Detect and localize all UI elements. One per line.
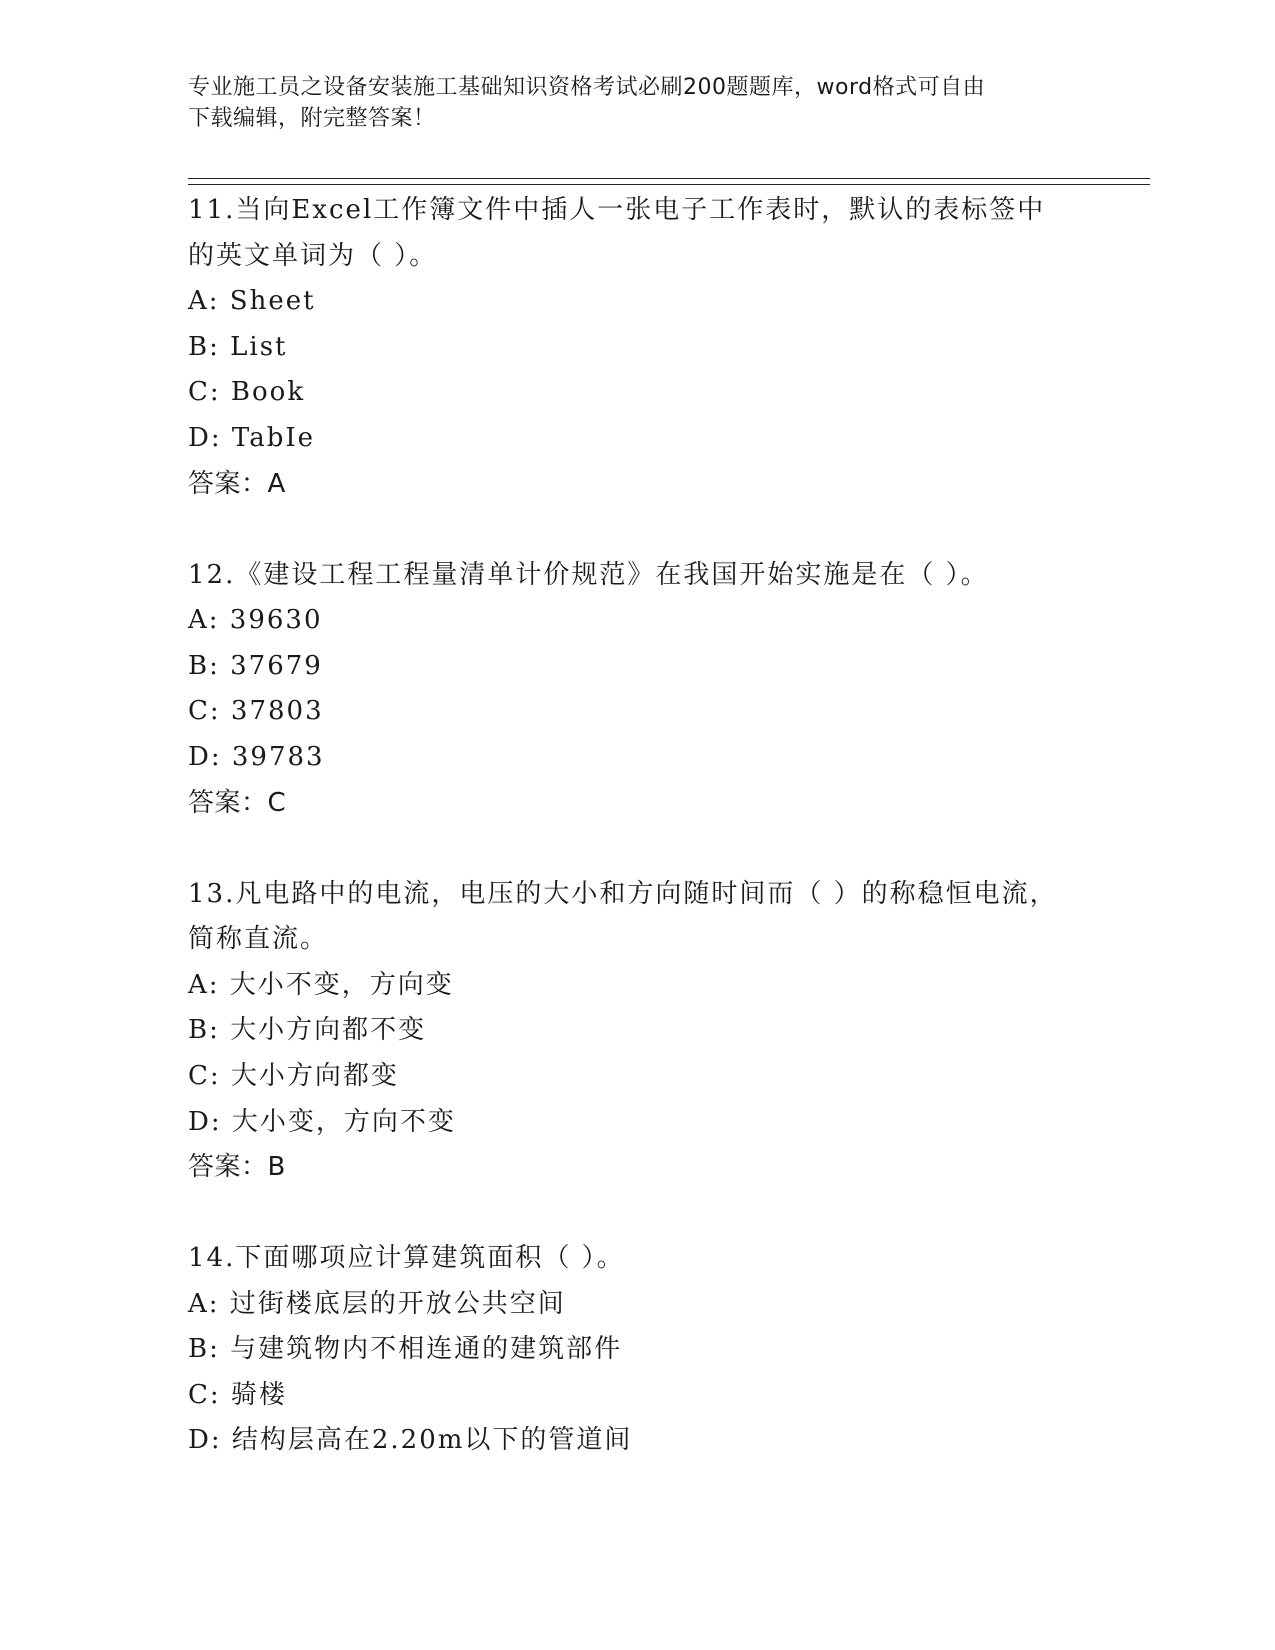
option-c: C: 大小方向都变 bbox=[188, 1060, 399, 1091]
option-b: B: List bbox=[188, 331, 288, 362]
option-b: B: 与建筑物内不相连通的建筑部件 bbox=[188, 1334, 623, 1365]
option-c: C: 骑楼 bbox=[188, 1379, 287, 1410]
option-d: D: 结构层高在2.20m以下的管道间 bbox=[188, 1425, 633, 1456]
option-a: A: Sheet bbox=[188, 286, 316, 317]
answer-line: 答案：C bbox=[188, 787, 287, 818]
question-stem: 12.《建设工程工程量清单计价规范》在我国开始实施是在（ ）。 bbox=[188, 559, 989, 590]
header-divider-bottom bbox=[188, 184, 1150, 185]
document-header: 专业施工员之设备安装施工基础知识资格考试必刷200题题库，word格式可自由 下载编辑，附完整答案！ bbox=[188, 75, 986, 131]
question-stem: 14.下面哪项应计算建筑面积（ ）。 bbox=[188, 1243, 625, 1274]
option-a: A: 39630 bbox=[188, 605, 323, 636]
answer-line: 答案：A bbox=[188, 468, 286, 499]
option-c: C: 37803 bbox=[188, 696, 324, 727]
question-stem: 13.凡电路中的电流，电压的大小和方向随时间而（ ）的称稳恒电流，简称直流。 bbox=[188, 878, 1058, 955]
question-gap bbox=[188, 1189, 1148, 1236]
question-11 bbox=[188, 188, 1148, 506]
question-stem: 11.当向Excel工作簿文件中插人一张电子工作表时，默认的表标签中的英文单词为（ ）。 bbox=[188, 195, 1046, 271]
option-b: B: 37679 bbox=[188, 650, 323, 681]
question-14 bbox=[188, 1236, 1148, 1464]
option-d: D: 39783 bbox=[188, 741, 325, 772]
option-d: D: 大小变，方向不变 bbox=[188, 1106, 456, 1137]
question-gap bbox=[188, 506, 1148, 553]
question-list bbox=[188, 188, 1148, 1464]
answer-line: 答案：B bbox=[188, 1152, 286, 1183]
option-a: A: 大小不变，方向变 bbox=[188, 969, 454, 1000]
option-b: B: 大小方向都不变 bbox=[188, 1015, 427, 1046]
question-gap bbox=[188, 825, 1148, 872]
option-c: C: Book bbox=[188, 377, 306, 408]
question-13 bbox=[188, 872, 1148, 1190]
option-a: A: 过街楼底层的开放公共空间 bbox=[188, 1288, 566, 1319]
option-d: D: TabIe bbox=[188, 422, 315, 453]
header-divider-top bbox=[188, 178, 1150, 179]
question-12 bbox=[188, 553, 1148, 825]
